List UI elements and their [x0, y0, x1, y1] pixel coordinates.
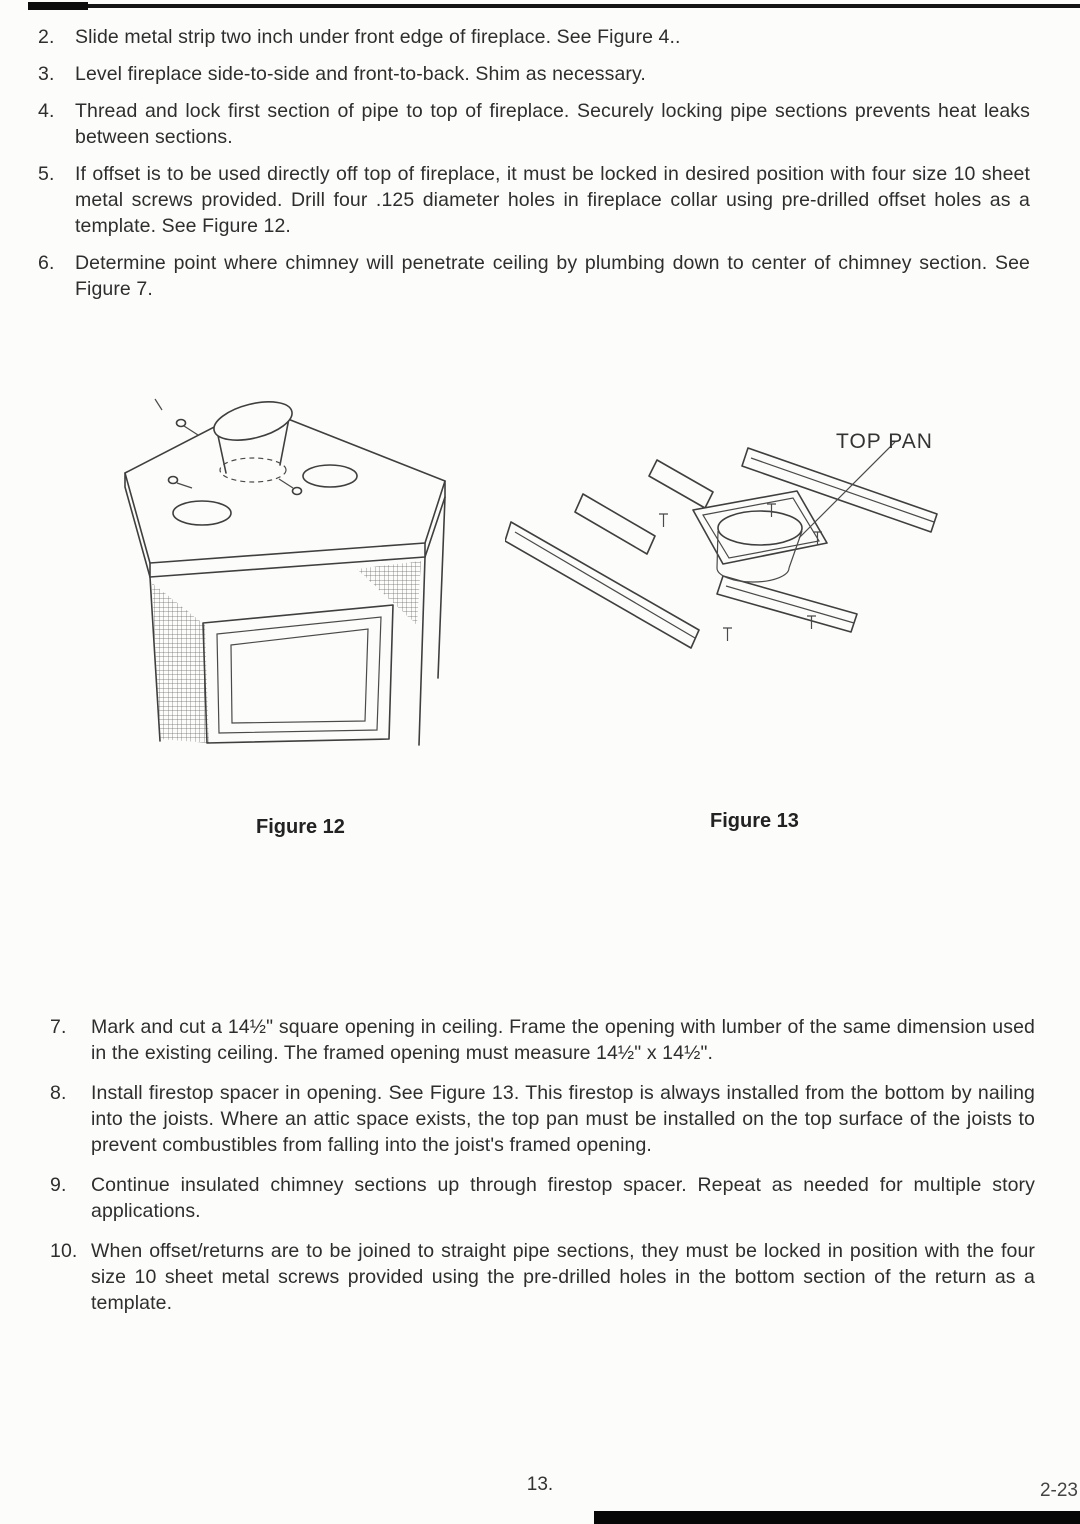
corner-mark: 2-23	[1039, 1480, 1078, 1501]
instruction-item	[50, 1172, 1035, 1224]
instruction-text: Determine point where chimney will penetrate ceiling by plumbing down to center of chimney section. See Figure 7.	[75, 252, 1030, 300]
figure-12-caption: Figure 12	[256, 816, 345, 838]
mesh-left-strip	[152, 583, 209, 743]
scan-artifact-top-nub	[28, 2, 88, 10]
instruction-number: 4.	[38, 100, 55, 122]
instruction-text: Install firestop spacer in opening. See Figure 13. This firestop is always installed from the bottom by nailing into the joists. Where an attic space exists, the top pan must be installed on the top surface of the joists to prevent combustibles from falling into the joist's framed opening.	[91, 1082, 1035, 1156]
fireplace-top-slab	[125, 406, 445, 563]
instruction-text: Continue insulated chimney sections up through firestop spacer. Repeat as needed for multiple story applications.	[91, 1174, 1035, 1222]
instruction-text: When offset/returns are to be joined to straight pipe sections, they must be locked in position with the four size 10 sheet metal screws provided using the pre-drilled holes in the bottom section of the return as a template.	[91, 1240, 1035, 1314]
scan-artifact-bottom-bar	[594, 1511, 1080, 1524]
instruction-item	[38, 250, 1030, 302]
page-number: 13.	[526, 1474, 554, 1495]
instruction-item	[38, 161, 1030, 239]
instruction-number: 6.	[38, 252, 55, 274]
instruction-number: 9.	[50, 1174, 67, 1196]
instruction-text: Slide metal strip two inch under front edge of fireplace. See Figure 4..	[75, 26, 681, 48]
instruction-item	[50, 1238, 1035, 1316]
figure-area	[0, 318, 1080, 1018]
top-pan-label: TOP PAN	[836, 430, 933, 453]
instruction-text: Level fireplace side-to-side and front-to-back. Shim as necessary.	[75, 63, 646, 85]
instruction-number: 2.	[38, 26, 55, 48]
instruction-item	[50, 1080, 1035, 1158]
instruction-item	[38, 24, 1030, 50]
instruction-item	[50, 1014, 1035, 1066]
mesh-right-triangle	[357, 561, 421, 625]
scan-artifact-top-line	[28, 4, 1080, 8]
figure-13-caption: Figure 13	[710, 810, 799, 832]
instruction-number: 7.	[50, 1016, 67, 1038]
instruction-text: Thread and lock first section of pipe to top of fireplace. Securely locking pipe sections prevents heat leaks between sections.	[75, 100, 1030, 148]
instruction-number: 3.	[38, 63, 55, 85]
figure-13-illustration	[505, 418, 960, 688]
figure-12-illustration	[105, 373, 475, 793]
instructions-top-list	[38, 24, 1030, 313]
instruction-number: 10.	[50, 1240, 78, 1262]
firestop-top-pan	[693, 491, 827, 582]
instruction-number: 8.	[50, 1082, 67, 1104]
instruction-text: Mark and cut a 14½" square opening in ceiling. Frame the opening with lumber of the same dimension used in the existing ceiling. The framed opening must measure 14½" x 14½".	[91, 1016, 1035, 1064]
instructions-bottom-list	[50, 1014, 1035, 1330]
instruction-text: If offset is to be used directly off top of fireplace, it must be locked in desired position with four size 10 sheet metal screws provided. Drill four .125 diameter holes in fireplace collar using pre-drilled offset holes as a template. See Figure 12.	[75, 163, 1030, 237]
instruction-item	[38, 98, 1030, 150]
instruction-number: 5.	[38, 163, 55, 185]
instruction-item	[38, 61, 1030, 87]
